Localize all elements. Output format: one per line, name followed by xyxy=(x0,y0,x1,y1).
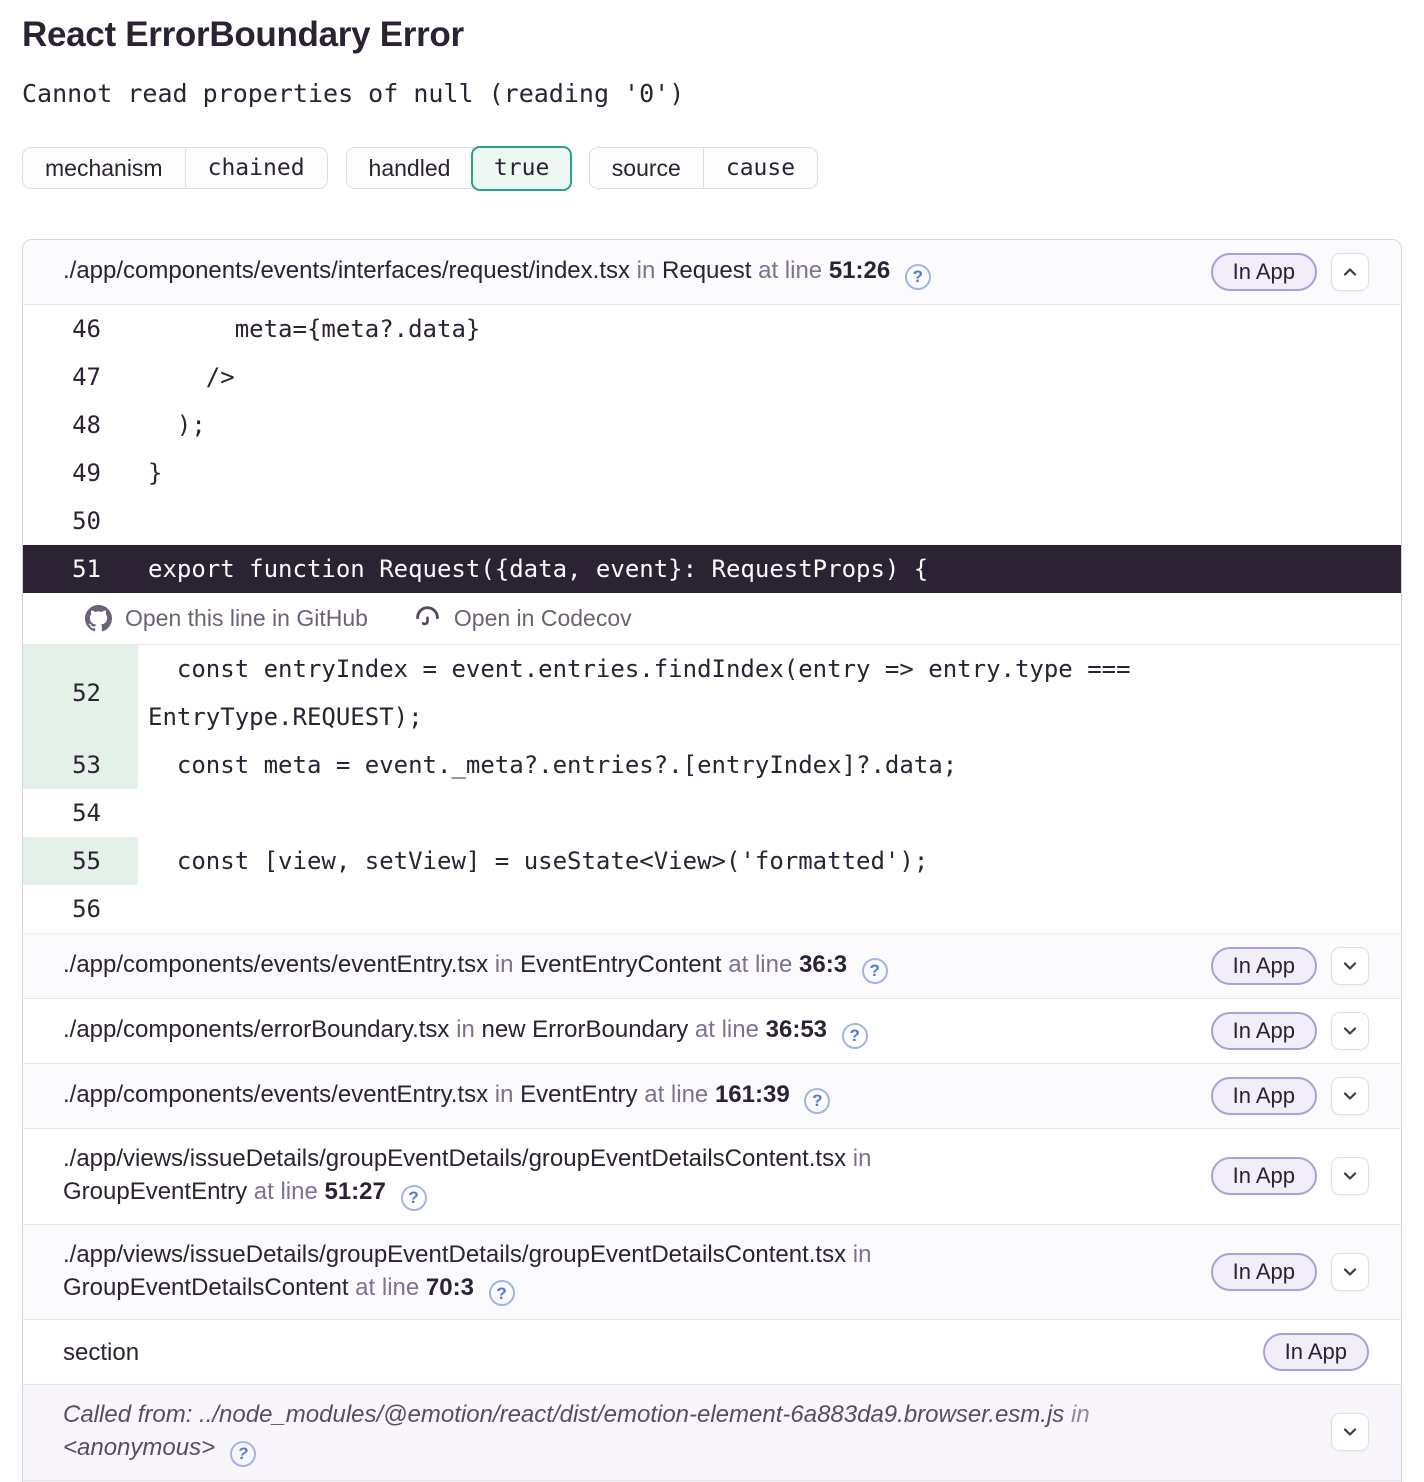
frame-title-line2 xyxy=(63,1271,1197,1307)
frame-in-word: in xyxy=(1070,1401,1090,1428)
tag-value: chained xyxy=(207,155,305,181)
code-line-row xyxy=(23,305,1401,353)
frame-title-line2 xyxy=(63,1431,1317,1467)
code-line-text: const meta = event._meta?.entries?.[entryIndex]?.data; xyxy=(148,751,958,779)
stack-frame-row[interactable] xyxy=(23,933,1401,999)
code-line-text xyxy=(138,789,1401,837)
frame-function: GroupEventDetailsContent xyxy=(63,1273,349,1301)
frame-title xyxy=(63,948,1197,984)
frame-in-word: in xyxy=(494,1081,514,1109)
code-line-text: meta={meta?.data} xyxy=(148,315,481,343)
code-line-text xyxy=(138,497,1401,545)
frame-title xyxy=(63,254,1197,290)
frame-function: GroupEventEntry xyxy=(63,1178,248,1205)
stack-frame-row[interactable] xyxy=(23,1225,1401,1321)
code-line-text: } xyxy=(148,459,163,487)
tag-pill-mechanism[interactable] xyxy=(22,147,328,189)
stack-trace-panel xyxy=(22,239,1402,1482)
code-line-row-context xyxy=(23,741,1401,789)
in-app-badge[interactable]: In App xyxy=(1211,1077,1317,1115)
code-line-row xyxy=(23,789,1401,837)
frame-title xyxy=(63,1398,1317,1467)
chevron-down-icon xyxy=(1340,1422,1360,1442)
line-number-gutter: 52 xyxy=(23,645,138,741)
code-line-text: ); xyxy=(148,411,206,439)
frame-title-line2 xyxy=(63,1175,1197,1211)
frame-path: ./app/components/events/eventEntry.tsx xyxy=(63,1081,489,1109)
frame-path: ./app/components/events/eventEntry.tsx xyxy=(63,951,489,979)
section-frame-row[interactable] xyxy=(23,1320,1401,1385)
frame-in-word: in xyxy=(852,1240,872,1268)
github-icon xyxy=(85,605,112,632)
frame-function: <anonymous> xyxy=(63,1434,216,1461)
code-line-row xyxy=(23,401,1401,449)
frame-at-line-word: at line xyxy=(758,257,823,285)
help-icon[interactable]: ? xyxy=(230,1441,256,1467)
chevron-down-icon xyxy=(1340,1021,1360,1041)
code-line-row-context xyxy=(23,645,1401,741)
help-icon[interactable]: ? xyxy=(804,1088,830,1114)
frame-path: ../node_modules/@emotion/react/dist/emotion-element-6a883da9.browser.esm.js xyxy=(199,1401,1065,1428)
expand-frame-button[interactable] xyxy=(1331,1157,1369,1195)
line-number-gutter: 46 xyxy=(72,315,101,343)
frame-line-number: 51:27 xyxy=(324,1178,386,1205)
frame-function: EventEntry xyxy=(520,1081,638,1109)
frame-at-line-word: at line xyxy=(728,951,793,979)
code-line-text: const [view, setView] = useState<View>('formatted'); xyxy=(148,847,929,875)
help-icon[interactable]: ? xyxy=(489,1280,515,1306)
frame-section-label: section xyxy=(63,1338,140,1366)
code-line-row-context xyxy=(23,837,1401,885)
frame-title xyxy=(63,1142,1197,1211)
in-app-badge[interactable]: In App xyxy=(1211,947,1317,985)
frame-in-word: in xyxy=(636,257,656,285)
collapse-frame-button[interactable] xyxy=(1331,253,1369,291)
code-line-row-active xyxy=(23,545,1401,593)
tag-key: source xyxy=(590,148,704,188)
tag-value: cause xyxy=(725,155,796,181)
called-from-prefix: Called from: xyxy=(63,1401,193,1428)
frame-line-number: 36:3 xyxy=(799,951,848,979)
line-number-gutter: 56 xyxy=(72,895,101,923)
frame-function: new ErrorBoundary xyxy=(481,1016,689,1044)
tag-pill-handled[interactable] xyxy=(346,147,571,189)
stack-frame-row[interactable] xyxy=(23,1129,1401,1225)
chevron-up-icon xyxy=(1340,262,1360,282)
help-icon[interactable]: ? xyxy=(862,958,888,984)
code-actions-row xyxy=(23,593,1401,645)
in-app-badge[interactable]: In App xyxy=(1263,1333,1369,1371)
page-title: React ErrorBoundary Error xyxy=(22,15,464,54)
line-number-gutter: 55 xyxy=(23,837,138,885)
help-icon[interactable]: ? xyxy=(905,264,931,290)
code-line-text xyxy=(138,885,1401,933)
frame-in-word: in xyxy=(456,1016,475,1044)
frame-function: EventEntryContent xyxy=(520,951,722,979)
frame-line-number: 36:53 xyxy=(765,1016,828,1044)
line-number-gutter: 48 xyxy=(72,411,101,439)
tag-pills xyxy=(22,147,1402,189)
called-from-row[interactable] xyxy=(23,1385,1401,1481)
code-line-row xyxy=(23,885,1401,933)
code-line-row xyxy=(23,353,1401,401)
frame-at-line-word: at line xyxy=(355,1273,420,1301)
in-app-badge[interactable]: In App xyxy=(1211,1012,1317,1050)
frame-at-line-word: at line xyxy=(253,1178,318,1205)
code-context xyxy=(23,305,1401,933)
expand-frame-button[interactable] xyxy=(1331,1413,1369,1451)
stack-frame-row[interactable] xyxy=(23,1064,1401,1129)
tag-key: mechanism xyxy=(23,148,186,188)
open-codecov-link[interactable] xyxy=(414,605,632,632)
line-number-gutter: 54 xyxy=(72,799,101,827)
tag-key: handled xyxy=(347,148,474,188)
line-number-gutter: 49 xyxy=(72,459,101,487)
frame-path: ./app/components/events/interfaces/request/index.tsx xyxy=(63,257,630,285)
expand-frame-button[interactable] xyxy=(1331,947,1369,985)
code-line-row xyxy=(23,449,1401,497)
frame-at-line-word: at line xyxy=(694,1016,759,1044)
code-line-row xyxy=(23,497,1401,545)
open-github-link[interactable] xyxy=(85,605,368,632)
frame-title xyxy=(63,1238,1197,1307)
in-app-badge[interactable]: In App xyxy=(1211,1157,1317,1195)
frame-title xyxy=(63,1078,1197,1114)
frame-title xyxy=(63,1013,1197,1049)
help-icon[interactable]: ? xyxy=(842,1023,868,1049)
chevron-down-icon xyxy=(1340,1086,1360,1106)
frame-path: ./app/components/errorBoundary.tsx xyxy=(63,1016,450,1044)
frame-line-number: 70:3 xyxy=(425,1273,474,1301)
error-detail-page xyxy=(0,15,1424,1482)
tag-pill-source[interactable] xyxy=(589,147,818,189)
frame-in-word: in xyxy=(852,1145,872,1172)
frame-in-word: in xyxy=(494,951,514,979)
code-line-text: const entryIndex = event.entries.findIndex(entry => entry.type === EntryType.REQUEST); xyxy=(148,655,1146,731)
stack-frame-row[interactable] xyxy=(23,999,1401,1064)
in-app-badge[interactable]: In App xyxy=(1211,1253,1317,1291)
frame-path: ./app/views/issueDetails/groupEventDetails/groupEventDetailsContent.tsx xyxy=(63,1240,847,1268)
line-number-gutter: 47 xyxy=(72,363,101,391)
code-line-text: export function Request({data, event}: RequestProps) { xyxy=(148,555,929,583)
tag-value-highlighted: true xyxy=(471,146,572,191)
frame-at-line-word: at line xyxy=(644,1081,709,1109)
frame-path: ./app/views/issueDetails/groupEventDetails/groupEventDetailsContent.tsx xyxy=(63,1145,847,1172)
in-app-badge[interactable]: In App xyxy=(1211,253,1317,291)
chevron-down-icon xyxy=(1340,956,1360,976)
frame-function: Request xyxy=(662,257,752,285)
frame-line-number: 161:39 xyxy=(714,1081,790,1109)
line-number-gutter: 53 xyxy=(23,741,138,789)
codecov-icon xyxy=(414,605,441,632)
help-icon[interactable]: ? xyxy=(401,1185,427,1211)
chevron-down-icon xyxy=(1340,1166,1360,1186)
open-github-label: Open this line in GitHub xyxy=(125,605,368,631)
expand-frame-button[interactable] xyxy=(1331,1253,1369,1291)
line-number-gutter: 51 xyxy=(72,555,101,583)
frame-line-number: 51:26 xyxy=(828,257,891,285)
open-codecov-label: Open in Codecov xyxy=(453,605,632,631)
code-line-text: /> xyxy=(148,363,235,391)
line-number-gutter: 50 xyxy=(72,507,101,535)
chevron-down-icon xyxy=(1340,1262,1360,1282)
frame-title xyxy=(63,1336,1249,1369)
stack-frame-row-expanded[interactable] xyxy=(23,240,1401,305)
expand-frame-button[interactable] xyxy=(1331,1077,1369,1115)
expand-frame-button[interactable] xyxy=(1331,1012,1369,1050)
error-message: Cannot read properties of null (reading '0') xyxy=(22,79,685,108)
